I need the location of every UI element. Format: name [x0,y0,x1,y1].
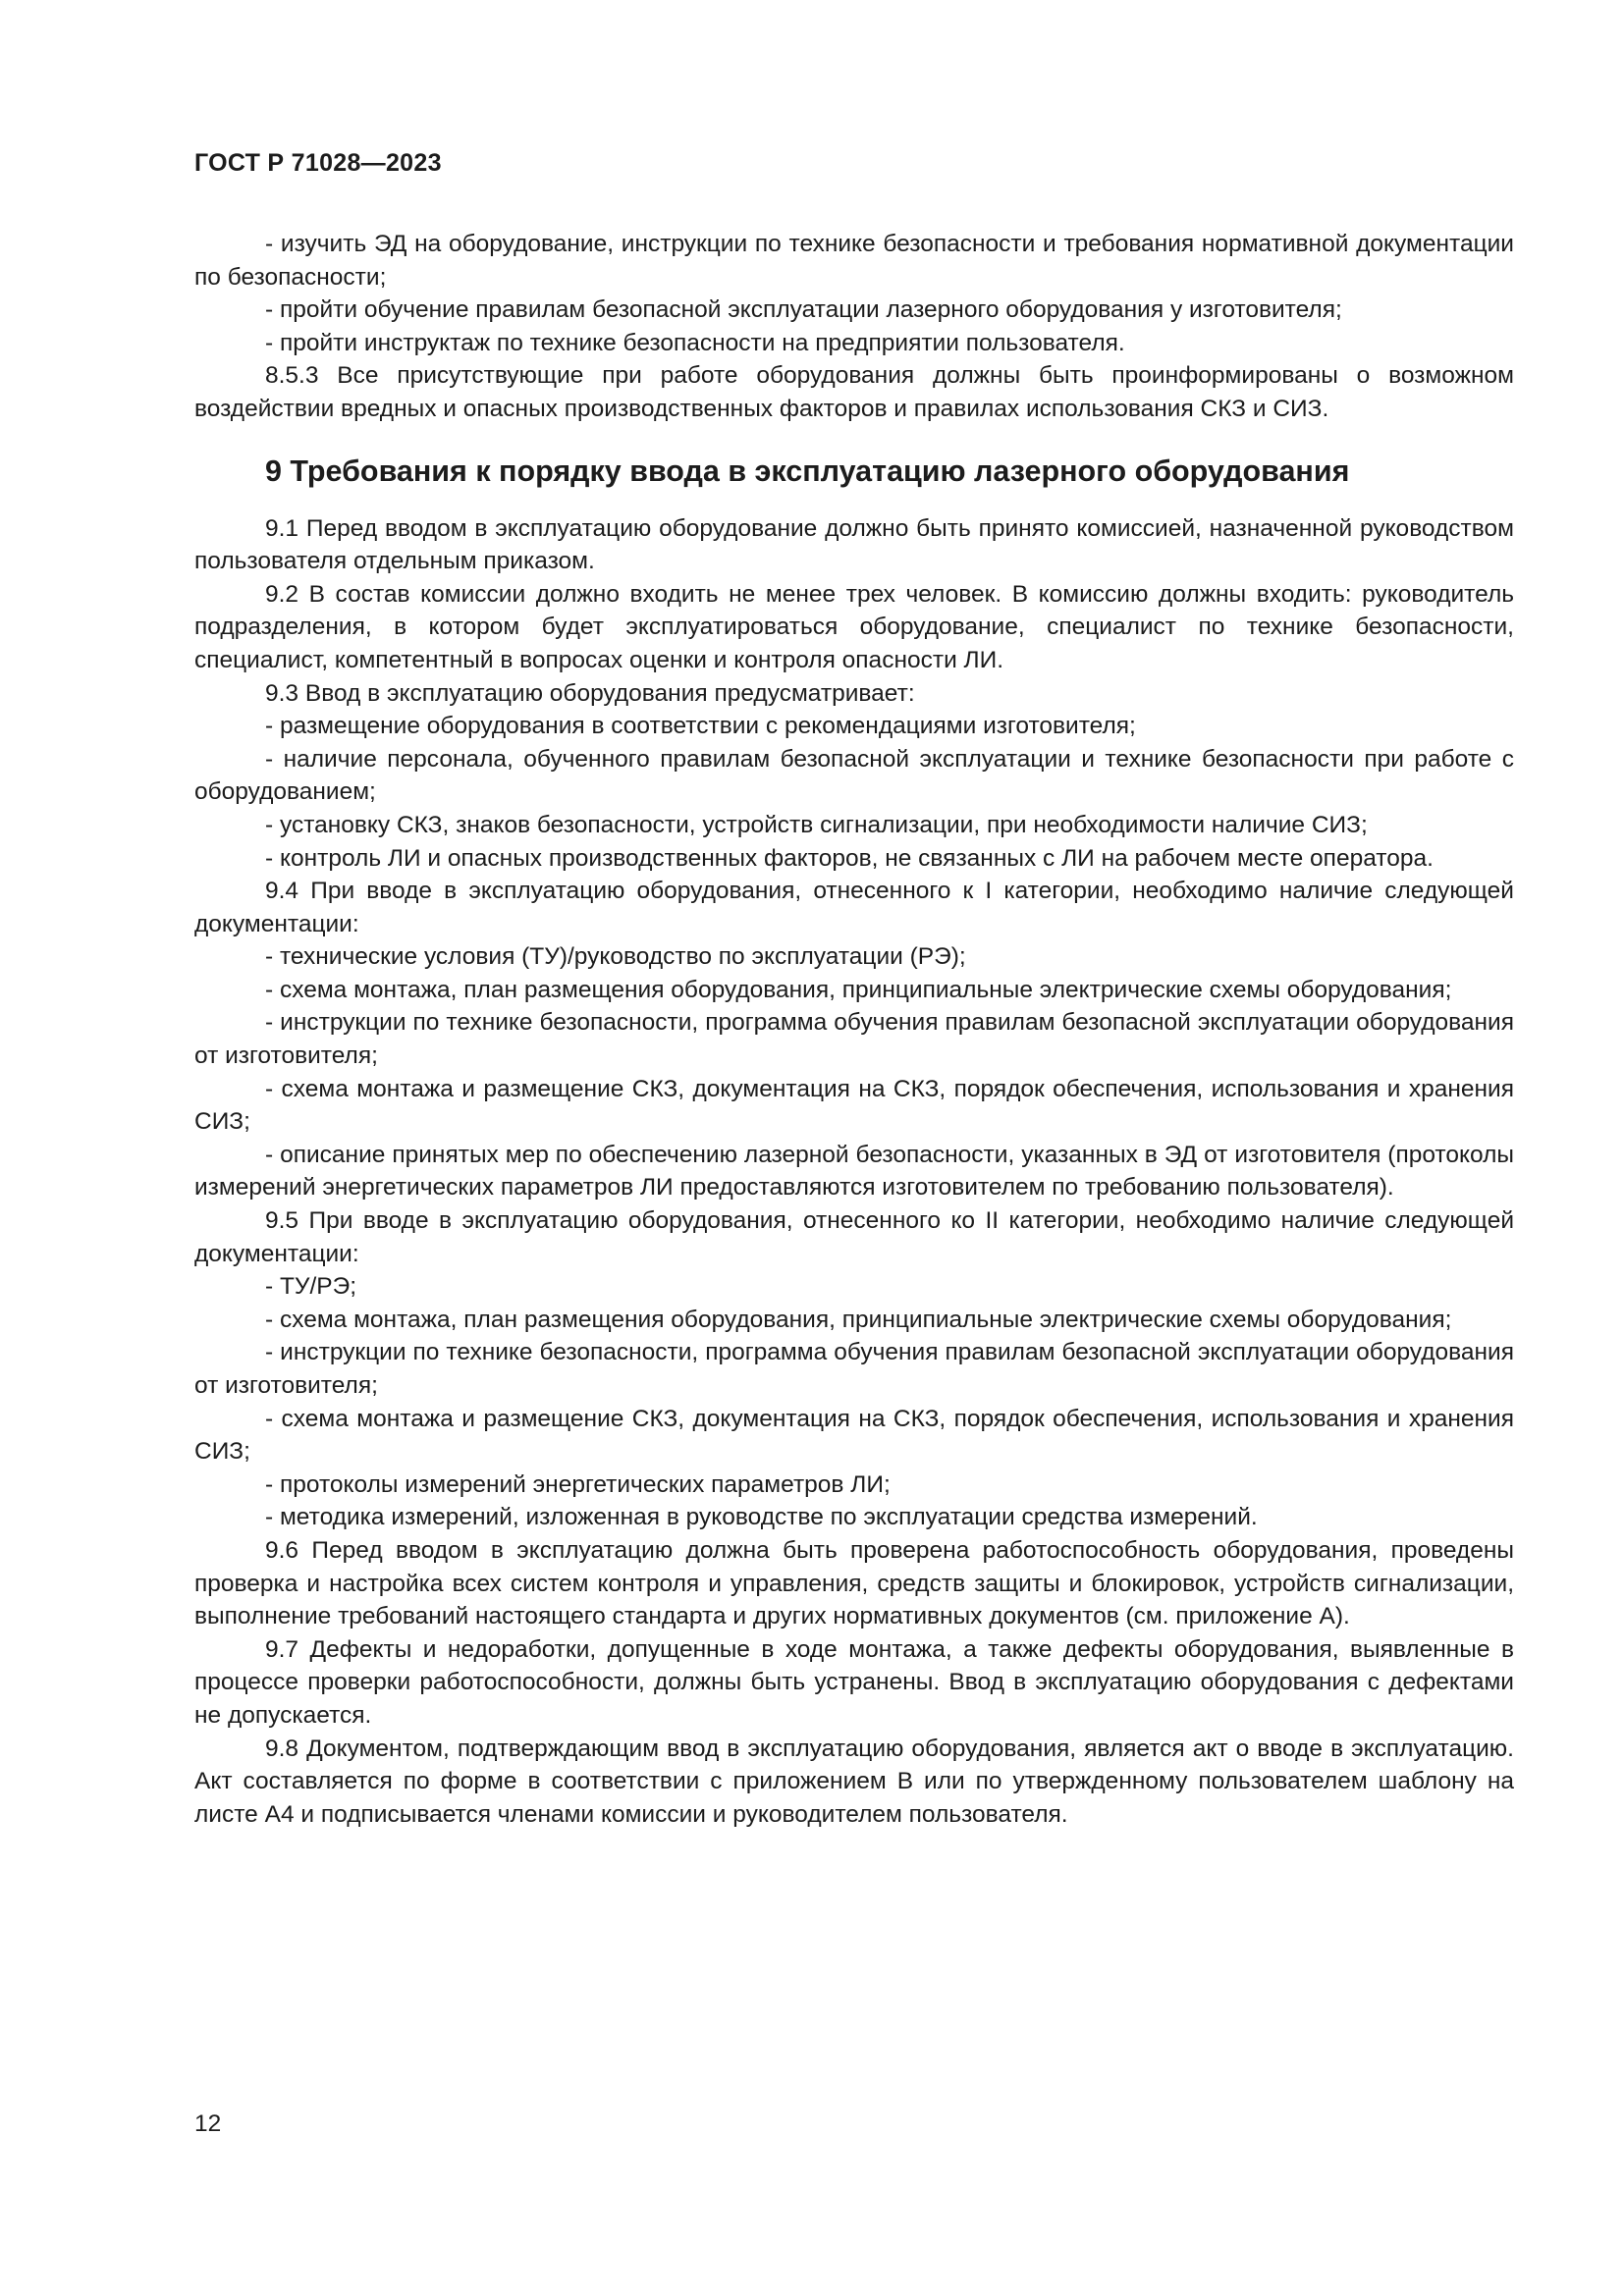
clause-9-7: 9.7 Дефекты и недоработки, допущенные в ходе монтажа, а также дефекты оборудования, выявленные в процессе проверки работоспособности, должны быть устранены. Ввод в эксплуатацию оборудования с дефектами не допускается. [194,1635,1514,1729]
section-9-heading: 9 Требования к порядку ввода в эксплуатацию лазерного оборудования [265,454,1350,488]
clause-9-3: 9.3 Ввод в эксплуатацию оборудования предусматривает: [265,679,915,707]
list-item-briefing: - пройти инструктаж по технике безопасности на предприятии пользователя. [265,329,1125,356]
standard-designation: ГОСТ Р 71028—2023 [194,149,442,177]
list-item-tu-re-short: - ТУ/РЭ; [265,1273,357,1301]
clause-8-5-3: 8.5.3 Все присутствующие при работе оборудования должны быть проинформированы о возможном воздействии вредных и опасных производственных факторов и правилах использования СКЗ и СИЗ. [194,362,1514,422]
list-item-methodology: - методика измерений, изложенная в руководстве по эксплуатации средства измерений. [265,1504,1258,1531]
list-item-personnel: - наличие персонала, обученного правилам безопасной эксплуатации и технике безопасности при работе с оборудованием; [194,745,1514,806]
clause-9-4: 9.4 При вводе в эксплуатацию оборудования, отнесенного к I категории, необходимо наличие следующей документации: [194,878,1514,937]
list-item-protocols: - протоколы измерений энергетических параметров ЛИ; [265,1470,891,1498]
list-item-schemes-2: - схема монтажа, план размещения оборудования, принципиальные электрические схемы оборудования; [265,1306,1452,1333]
clause-9-2: 9.2 В состав комиссии должно входить не менее трех человек. В комиссию должны входить: руководитель подразделения, в котором будет эксплуатироваться оборудование, специалист по технике безопасности, специалист, компетентный в вопросах оценки и контроля опасности ЛИ. [194,580,1514,673]
clause-9-6: 9.6 Перед вводом в эксплуатацию должна быть проверена работоспособность оборудования, проведены проверка и настройка всех систем контроля и управления, средств защиты и блокировок, устройств сигнализации, выполнение требований настоящего стандарта и других нормативных документов (см. приложение А). [194,1536,1514,1630]
clause-9-8: 9.8 Документом, подтверждающим ввод в эксплуатацию оборудования, является акт о вводе в эксплуатацию. Акт составляется по форме в соответствии с приложением В или по утвержденному пользователем шаблону на листе А4 и подписывается членами комиссии и руководителем пользователя. [194,1735,1514,1828]
list-item-schemes: - схема монтажа, план размещения оборудования, принципиальные электрические схемы оборудования; [265,976,1452,1003]
list-item-instructions-2: - инструкции по технике безопасности, программа обучения правилам безопасной эксплуатации оборудования от изготовителя; [194,1339,1514,1399]
list-item-safety-measures: - описание принятых мер по обеспечению лазерной безопасности, указанных в ЭД от изготовителя (протоколы измерений энергетических параметров ЛИ предоставляются изготовителем по требованию пользователя). [194,1141,1514,1201]
list-item-placement: - размещение оборудования в соответствии с рекомендациями изготовителя; [265,713,1136,740]
list-item-tu-re: - технические условия (ТУ)/руководство по эксплуатации (РЭ); [265,943,966,971]
list-item-skz-scheme-2: - схема монтажа и размещение СКЗ, документация на СКЗ, порядок обеспечения, использования и хранения СИЗ; [194,1405,1514,1466]
page-number: 12 [194,2110,222,2137]
document-body [194,228,1514,1831]
clause-9-1: 9.1 Перед вводом в эксплуатацию оборудование должно быть принято комиссией, назначенной руководством пользователя отдельным приказом. [194,514,1514,575]
list-item-control: - контроль ЛИ и опасных производственных факторов, не связанных с ЛИ на рабочем месте оператора. [265,844,1434,872]
list-item-training: - пройти обучение правилам безопасной эксплуатации лазерного оборудования у изготовителя; [265,296,1342,324]
list-item-installation: - установку СКЗ, знаков безопасности, устройств сигнализации, при необходимости наличие СИЗ; [265,811,1368,838]
list-item-skz-scheme: - схема монтажа и размещение СКЗ, документация на СКЗ, порядок обеспечения, использования и хранения СИЗ; [194,1075,1514,1136]
clause-9-5: 9.5 При вводе в эксплуатацию оборудования, отнесенного ко II категории, необходимо наличие следующей документации: [194,1207,1514,1267]
list-item-study-docs: - изучить ЭД на оборудование, инструкции по технике безопасности и требования нормативной документации по безопасности; [194,231,1514,291]
list-item-instructions: - инструкции по технике безопасности, программа обучения правилам безопасной эксплуатации оборудования от изготовителя; [194,1009,1514,1070]
